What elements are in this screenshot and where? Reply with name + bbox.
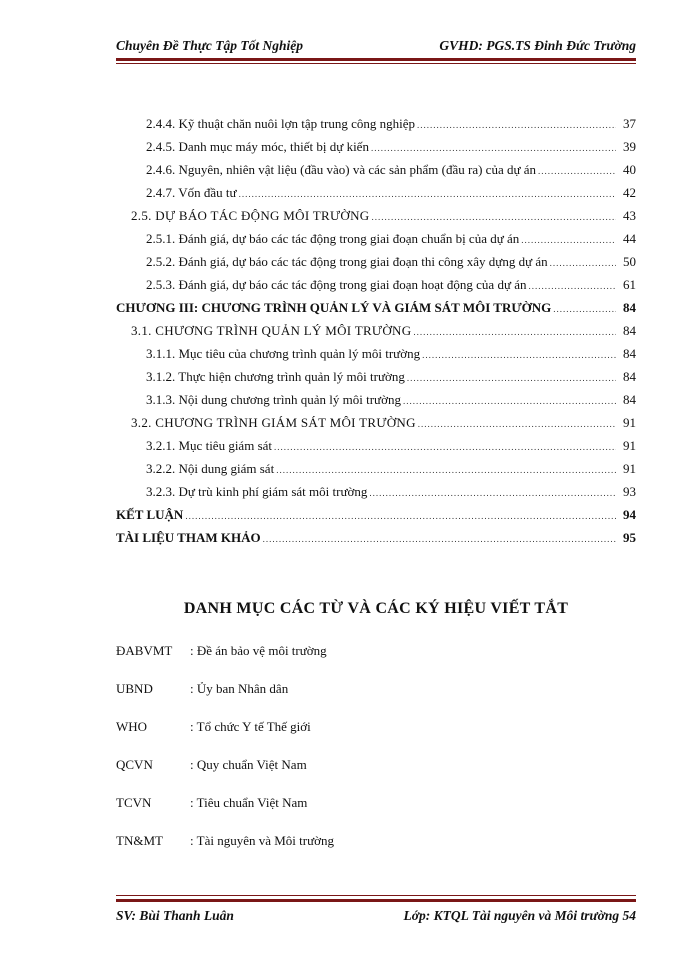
footer-class-name: Lớp: KTQL Tài nguyên và Môi trường 54 — [403, 908, 636, 923]
toc-entry — [116, 204, 636, 224]
abbreviation-definition: : Tiêu chuẩn Việt Nam — [190, 795, 308, 810]
toc-entry-page: 84 — [623, 346, 636, 361]
abbreviation-definition: : Đề án bảo vệ môi trường — [190, 643, 327, 658]
footer-rule-thick — [116, 899, 636, 902]
toc-entry-page: 39 — [623, 139, 636, 154]
toc-entry-page: 93 — [623, 484, 636, 499]
toc-chapter-entry — [116, 296, 636, 316]
toc-entry — [116, 480, 636, 500]
header-rule-thin — [116, 63, 636, 64]
abbreviation-item — [116, 719, 636, 739]
toc-entry-text: KẾT LUẬN — [116, 507, 184, 522]
toc-entry-page: 61 — [623, 277, 636, 292]
toc-entry-text: 2.4.6. Nguyên, nhiên vật liệu (đầu vào) và các sản phẩm (đầu ra) của dự án — [146, 162, 537, 177]
toc-entry-page: 91 — [623, 415, 636, 430]
toc-entry-text: 2.5. DỰ BÁO TÁC ĐỘNG MÔI TRƯỜNG — [131, 208, 370, 223]
toc-entry-page: 40 — [623, 162, 636, 177]
toc-entry-page: 37 — [623, 116, 636, 131]
toc-entry-text: 3.1.3. Nội dung chương trình quản lý môi trường — [146, 392, 401, 407]
toc-entry-text: TÀI LIỆU THAM KHẢO — [116, 530, 261, 545]
toc-entry — [116, 365, 636, 385]
toc-entry — [116, 457, 636, 477]
toc-entry — [116, 434, 636, 454]
header-supervisor: GVHD: PGS.TS Đinh Đức Trường — [439, 38, 636, 53]
abbreviation-item — [116, 757, 636, 777]
toc-entry — [116, 112, 636, 132]
toc-chapter-entry — [116, 503, 636, 523]
abbreviation-code: WHO — [116, 719, 148, 734]
header-course-title: Chuyên Đề Thực Tập Tốt Nghiệp — [116, 38, 303, 53]
toc-entry-text: 3.1.2. Thực hiện chương trình quản lý môi trường — [146, 369, 405, 384]
toc-entry — [116, 227, 636, 247]
toc-entry-text: 2.4.4. Kỹ thuật chăn nuôi lợn tập trung công nghiệp — [146, 116, 415, 131]
toc-entry — [116, 158, 636, 178]
toc-entry-text: CHƯƠNG III: CHƯƠNG TRÌNH QUẢN LÝ VÀ GIÁM SÁT MÔI TRƯỜNG — [116, 300, 552, 315]
header-rule-thick — [116, 58, 636, 61]
toc-entry-text: 3.1.1. Mục tiêu của chương trình quản lý môi trường — [146, 346, 421, 361]
abbreviations-title: DANH MỤC CÁC TỪ VÀ CÁC KÝ HIỆU VIẾT TẮT — [183, 600, 569, 617]
toc-entry — [116, 319, 636, 339]
abbreviation-definition: : Tổ chức Y tế Thế giới — [190, 719, 311, 734]
toc-entry — [116, 342, 636, 362]
toc-entry-text: 2.4.5. Danh mục máy móc, thiết bị dự kiến — [146, 139, 369, 154]
toc-entry — [116, 388, 636, 408]
toc-entry-page: 95 — [623, 530, 636, 545]
toc-entry-page: 94 — [623, 507, 636, 522]
toc-entry — [116, 273, 636, 293]
toc-entry-text: 2.5.1. Đánh giá, dự báo các tác động trong giai đoạn chuẩn bị của dự án — [146, 231, 520, 246]
toc-entry — [116, 411, 636, 431]
abbreviation-definition: : Quy chuẩn Việt Nam — [190, 757, 307, 772]
abbreviation-code: QCVN — [116, 757, 153, 772]
abbreviation-code: ĐABVMT — [116, 643, 173, 658]
toc-entry-page: 50 — [623, 254, 636, 269]
abbreviation-code: UBND — [116, 681, 153, 696]
toc-entry — [116, 250, 636, 270]
abbreviation-code: TCVN — [116, 795, 152, 810]
toc-entry — [116, 181, 636, 201]
toc-entry-text: 3.2.1. Mục tiêu giám sát — [146, 438, 273, 453]
toc-entry-text: 2.4.7. Vốn đầu tư — [146, 185, 237, 200]
abbreviation-code: TN&MT — [116, 833, 163, 848]
abbreviation-item — [116, 643, 636, 663]
toc-entry-page: 42 — [623, 185, 636, 200]
footer-rule-thin — [116, 895, 636, 896]
toc-entry-text: 2.5.2. Đánh giá, dự báo các tác động trong giai đoạn thi công xây dựng dự án — [146, 254, 548, 269]
toc-entry-text: 2.5.3. Đánh giá, dự báo các tác động trong giai đoạn hoạt động của dự án — [146, 277, 527, 292]
toc-entry-page: 84 — [623, 392, 636, 407]
abbreviation-definition: : Ủy ban Nhân dân — [190, 681, 289, 696]
page-footer — [116, 908, 636, 928]
toc-chapter-entry — [116, 526, 636, 546]
abbreviation-item — [116, 833, 636, 853]
toc-entry-text: 3.2.3. Dự trù kinh phí giám sát môi trường — [146, 484, 368, 499]
toc-entry-page: 84 — [623, 323, 636, 338]
abbreviation-definition: : Tài nguyên và Môi trường — [190, 833, 335, 848]
abbreviation-item — [116, 681, 636, 701]
toc-entry-page: 84 — [623, 369, 636, 384]
toc-entry — [116, 135, 636, 155]
toc-entry-page: 43 — [623, 208, 636, 223]
toc-entry-page: 44 — [623, 231, 636, 246]
toc-entry-page: 91 — [623, 461, 636, 476]
toc-entry-page: 84 — [623, 300, 636, 315]
toc-entry-text: 3.2. CHƯƠNG TRÌNH GIÁM SÁT MÔI TRƯỜNG — [131, 415, 416, 430]
page-header — [116, 38, 636, 58]
footer-student-name: SV: Bùi Thanh Luân — [116, 908, 234, 923]
toc-entry-page: 91 — [623, 438, 636, 453]
abbreviation-item — [116, 795, 636, 815]
toc-entry-text: 3.2.2. Nội dung giám sát — [146, 461, 275, 476]
toc-entry-text: 3.1. CHƯƠNG TRÌNH QUẢN LÝ MÔI TRƯỜNG — [131, 323, 412, 338]
